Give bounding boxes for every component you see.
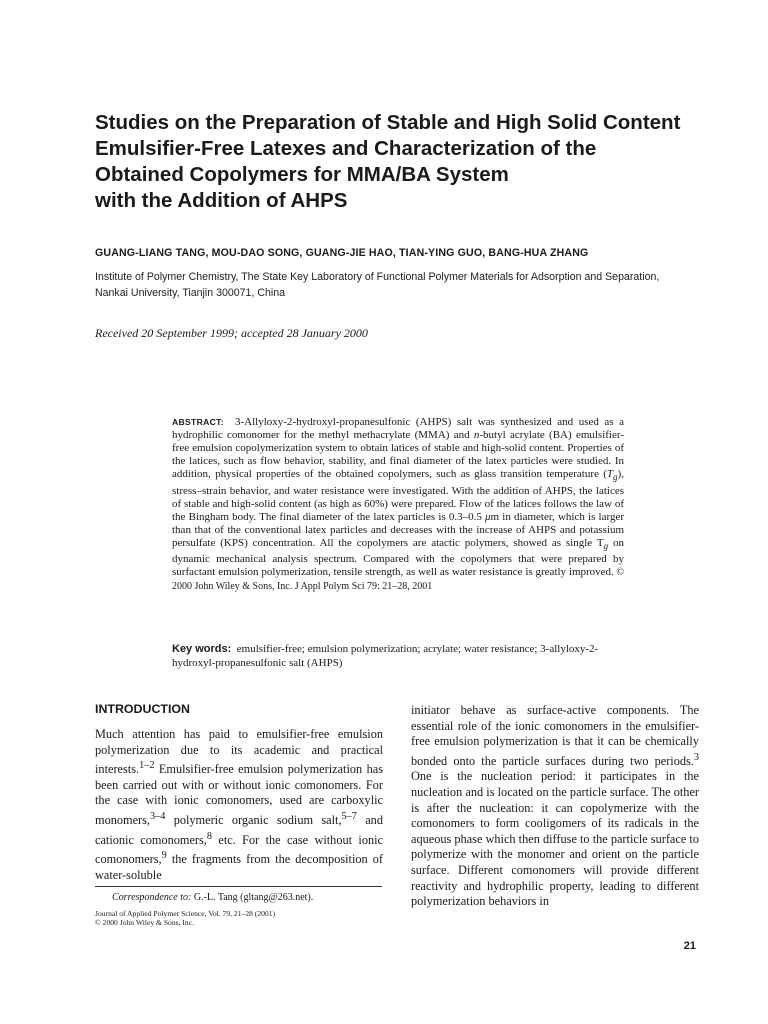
- citation-ref: 1–2: [139, 760, 155, 772]
- abstract: [172, 416, 624, 593]
- body-text: Much attention has paid to emulsifier-free emulsion polymerization due to its academic and practical interests.: [95, 727, 383, 777]
- citation-ref: 8: [206, 830, 212, 842]
- abstract-label: ABSTRACT:: [172, 417, 224, 427]
- title-line: with the Addition of AHPS: [95, 189, 348, 212]
- body-text: Emulsifier-free emulsion polymerization has been carried out with or without ionic comonomers. For the case with ionic comonomers, used are carboxylic monomers,: [95, 762, 383, 828]
- affiliation: [95, 269, 715, 301]
- citation-ref: 3: [693, 751, 699, 763]
- journal-info: [95, 909, 275, 927]
- abstract-copyright: © 2000 John Wiley & Sons, Inc. J Appl Polym Sci 79: 21–28, 2001: [172, 567, 624, 592]
- abstract-subscript: g: [603, 541, 609, 552]
- abstract-text: ), stress–strain behavior, and water resistance were investigated. With the addition of AHPS, the latices of stable and high-solid content (as high as 60%) were prepared. Flow of the latices follows the law of the Bingham body. The final diameter of the latex particles is 0.3–0.5: [172, 468, 624, 523]
- affiliation-line: Institute of Polymer Chemistry, The State Key Laboratory of Functional Polymer Materials for Adsorption and Separation,: [95, 271, 660, 283]
- correspondence-note: [112, 892, 313, 903]
- abstract-italic: T: [606, 468, 613, 481]
- footnote-divider: [95, 886, 382, 887]
- body-text: initiator behave as surface-active components. The essential role of the ionic comonomers in the emulsifier-free emulsion polymerization is that it can be chemically bonded onto the particle surfaces during two periods.: [411, 703, 699, 768]
- journal-line: © 2000 John Wiley & Sons, Inc.: [95, 918, 194, 927]
- citation-ref: 5–7: [341, 811, 357, 823]
- journal-line: Journal of Applied Polymer Science, Vol. 79, 21–28 (2001): [95, 909, 276, 918]
- body-text: etc. For the case without ionic comonomers,: [95, 832, 383, 867]
- abstract-symbol: μ: [485, 510, 491, 523]
- title-line: Obtained Copolymers for MMA/BA System: [95, 163, 509, 186]
- body-text: One is the nucleation period: it participates in the nucleation and is located on the particle surface. The other is after the nucleation: it can copolymerize with the comonomers to form cooligomers of its radicals in the aqueous phase which then diffuse to the particle surface to polymerize with the monomer and orient on the particle surface. Different comonomers will provide different reactivity and hydrophilic property, leading to different polymerization behaviors in: [411, 769, 699, 909]
- body-text: and cationic comonomers,: [95, 813, 383, 847]
- body-text: polymeric organic sodium salt,: [165, 813, 342, 828]
- abstract-text: 3-Allyloxy-2-hydroxyl-propanesulfonic (AHPS) salt was synthesized and used as a hydrophilic comonomer for the methyl methacrylate (MMA) and: [172, 416, 625, 442]
- body-column-left: [95, 727, 383, 884]
- abstract-italic: n: [473, 429, 480, 442]
- abstract-subscript: g: [613, 472, 618, 483]
- correspondence-label: Correspondence to:: [112, 892, 192, 903]
- citation-ref: 9: [161, 850, 167, 862]
- received-dates: Received 20 September 1999; accepted 28 January 2000: [95, 326, 368, 340]
- page-number: 21: [683, 940, 696, 952]
- citation-ref: 3–4: [150, 811, 166, 823]
- correspondence-text: G.-L. Tang (gltang@263.net).: [191, 892, 314, 903]
- section-heading-introduction: INTRODUCTION: [95, 702, 190, 716]
- author-list: GUANG-LIANG TANG, MOU-DAO SONG, GUANG-JIE HAO, TIAN-YING GUO, BANG-HUA ZHANG: [95, 247, 589, 259]
- body-text: the fragments from the decomposition of water-soluble: [95, 852, 383, 883]
- keywords-label: Key words:: [172, 643, 232, 655]
- paper-title: [95, 110, 715, 214]
- abstract-text: -butyl acrylate (BA) emulsifier-free emulsion copolymerization system to obtain latices of stable and high-solid content. Properties of the latices, such as flow behavior, stability, and final diameter of the latex particles were studied. In addition, physical properties of the obtained copolymers, such as glass transition temperature (: [172, 429, 624, 481]
- body-column-right: [411, 703, 699, 910]
- abstract-text: m in diameter, which is larger than that of the conventional latex particles and decreases with the increase of AHPS and potassium persulfate (KPS) concentration. All the copolymers are atactic polymers, showed as single T: [172, 510, 624, 550]
- title-line: Emulsifier-Free Latexes and Characterization of the: [95, 137, 597, 160]
- keywords-text: emulsifier-free; emulsion polymerization; acrylate; water resistance; 3-allyloxy-2-hydroxyl-propanesulfonic salt (AHPS): [172, 643, 599, 669]
- title-line: Studies on the Preparation of Stable and High Solid Content: [95, 111, 681, 134]
- affiliation-line: Nankai University, Tianjin 300071, China: [95, 287, 286, 299]
- keywords: [172, 642, 624, 670]
- abstract-text: on dynamic mechanical analysis spectrum. Compared with the copolymers that were prepared by surfactant emulsion polymerization, tensile strength, as well as water resistance is greatly improved.: [172, 537, 624, 579]
